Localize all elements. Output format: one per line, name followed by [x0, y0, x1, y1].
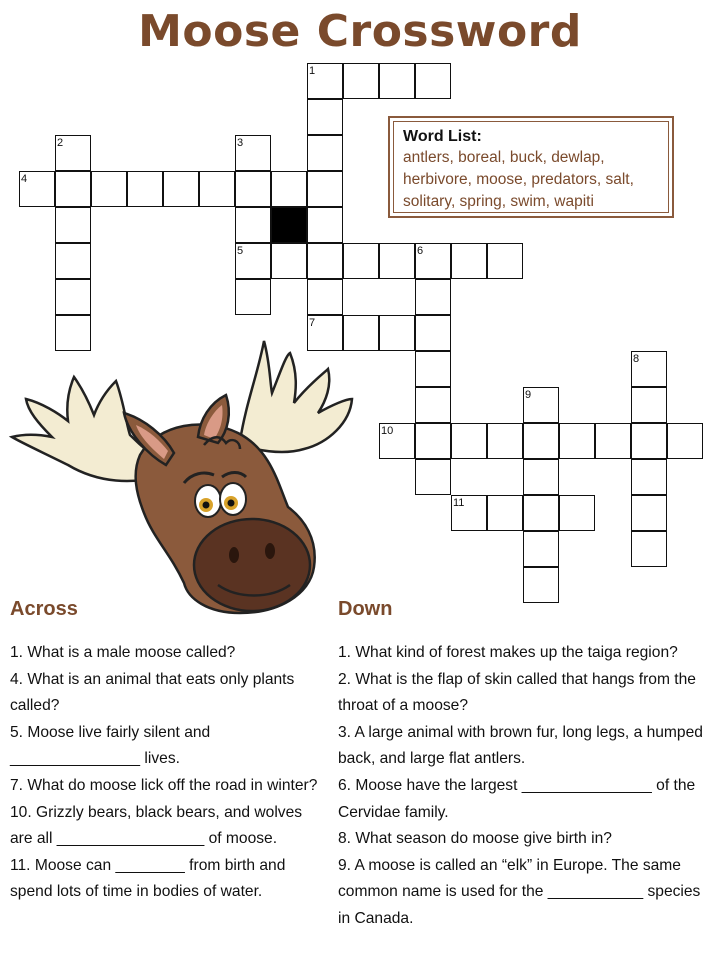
crossword-cell[interactable] — [451, 423, 487, 459]
clue-number: 2 — [57, 137, 64, 149]
crossword-cell[interactable] — [487, 495, 523, 531]
down-clue: 3. A large animal with brown fur, long legs, a humped back, and large flat antlers. — [338, 723, 703, 768]
clue-number: 5 — [237, 245, 244, 257]
across-clue: 10. Grizzly bears, black bears, and wolves are all _________________ of moose. — [10, 803, 303, 848]
crossword-cell[interactable] — [307, 207, 343, 243]
crossword-cell[interactable] — [379, 315, 415, 351]
word-list-box — [388, 116, 674, 218]
crossword-cell[interactable] — [559, 495, 595, 531]
crossword-cell[interactable] — [307, 279, 343, 315]
clue-number: 11 — [453, 497, 465, 509]
crossword-cell[interactable] — [307, 99, 343, 135]
crossword-cell[interactable] — [451, 243, 487, 279]
crossword-cell[interactable] — [631, 531, 667, 567]
crossword-cell[interactable] — [163, 171, 199, 207]
down-clues — [338, 640, 710, 933]
crossword-cell[interactable] — [307, 243, 343, 279]
clue-number: 6 — [417, 245, 424, 257]
crossword-cell[interactable] — [55, 243, 91, 279]
down-heading: Down — [338, 598, 393, 620]
word-list-line: solitary, spring, swim, wapiti — [403, 193, 594, 210]
crossword-cell[interactable] — [559, 423, 595, 459]
moose-head-icon — [8, 333, 368, 618]
crossword-cell[interactable] — [523, 495, 559, 531]
crossword-cell[interactable] — [307, 135, 343, 171]
crossword-cell[interactable] — [631, 387, 667, 423]
crossword-cell[interactable] — [523, 459, 559, 495]
crossword-cell[interactable] — [487, 423, 523, 459]
across-clue: 5. Moose live fairly silent and _______________ lives. — [10, 723, 211, 768]
across-heading: Across — [10, 598, 78, 620]
crossword-cell[interactable] — [415, 387, 451, 423]
clue-number: 7 — [309, 317, 316, 329]
crossword-cell[interactable] — [199, 171, 235, 207]
down-clue: 2. What is the flap of skin called that hangs from the throat of a moose? — [338, 670, 696, 715]
down-clue: 1. What kind of forest makes up the taiga region? — [338, 644, 678, 661]
clue-number: 10 — [381, 425, 394, 437]
across-clue: 4. What is an animal that eats only plants called? — [10, 670, 295, 715]
crossword-cell[interactable] — [55, 207, 91, 243]
across-clues — [10, 640, 320, 906]
crossword-cell[interactable] — [379, 63, 415, 99]
down-clue: 6. Moose have the largest _______________ of the Cervidae family. — [338, 776, 696, 821]
across-clue: 7. What do moose lick off the road in winter? — [10, 776, 318, 794]
crossword-cell[interactable] — [127, 171, 163, 207]
crossword-cell[interactable] — [91, 171, 127, 207]
crossword-cell[interactable] — [307, 171, 343, 207]
crossword-cell[interactable] — [523, 567, 559, 603]
crossword-cell[interactable] — [235, 279, 271, 315]
crossword-cell[interactable] — [235, 207, 271, 243]
crossword-cell[interactable] — [487, 243, 523, 279]
crossword-cell[interactable] — [415, 351, 451, 387]
word-list-line: antlers, boreal, buck, dewlap, — [403, 149, 605, 166]
crossword-cell[interactable] — [271, 243, 307, 279]
crossword-cell[interactable] — [271, 171, 307, 207]
crossword-cell[interactable] — [55, 279, 91, 315]
crossword-cell[interactable] — [235, 171, 271, 207]
clue-number: 8 — [633, 353, 640, 365]
down-clue: 9. A moose is called an “elk” in Europe. The same common name is used for the ___________ species in Canada. — [338, 856, 701, 927]
crossword-cell[interactable] — [379, 243, 415, 279]
crossword-cell[interactable] — [415, 459, 451, 495]
crossword-cell[interactable] — [343, 243, 379, 279]
crossword-cell[interactable] — [415, 315, 451, 351]
word-list-line: herbivore, moose, predators, salt, — [403, 171, 634, 188]
across-clue: 1. What is a male moose called? — [10, 644, 236, 661]
crossword-cell[interactable] — [631, 423, 667, 459]
word-list-title: Word List: — [403, 128, 482, 145]
crossword-cell[interactable] — [415, 279, 451, 315]
crossword-black-cell — [271, 207, 307, 243]
crossword-cell[interactable] — [595, 423, 631, 459]
crossword-cell[interactable] — [55, 171, 91, 207]
word-list-words — [403, 147, 659, 213]
crossword-cell[interactable] — [523, 531, 559, 567]
crossword-cell[interactable] — [415, 63, 451, 99]
across-clue: 11. Moose can ________ from birth and spend lots of time in bodies of water. — [10, 856, 286, 901]
clue-number: 9 — [525, 389, 532, 401]
clue-number: 3 — [237, 137, 244, 149]
crossword-cell[interactable] — [343, 63, 379, 99]
crossword-cell[interactable] — [415, 423, 451, 459]
clue-number: 4 — [21, 173, 28, 185]
crossword-cell[interactable] — [631, 459, 667, 495]
crossword-cell[interactable] — [667, 423, 703, 459]
crossword-cell[interactable] — [523, 423, 559, 459]
page-title: Moose Crossword — [138, 6, 582, 57]
down-clue: 8. What season do moose give birth in? — [338, 830, 612, 848]
crossword-cell[interactable] — [631, 495, 667, 531]
clue-number: 1 — [309, 65, 316, 77]
